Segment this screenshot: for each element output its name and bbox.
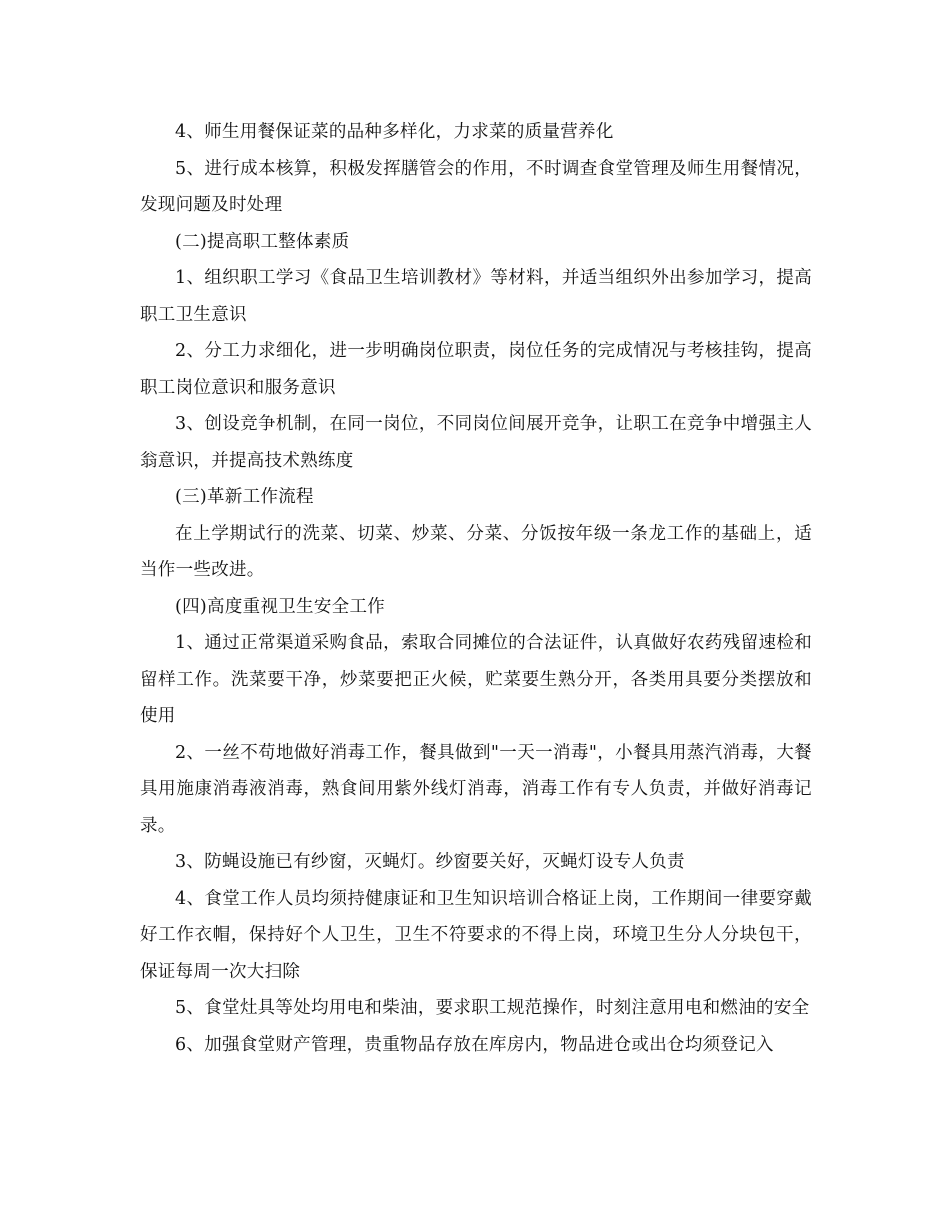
paragraph-item-2-division-of-labor: 2、分工力求细化，进一步明确岗位职责，岗位任务的完成情况与考核挂钩，提高职工岗位意识和服务意识 bbox=[140, 341, 812, 398]
section-heading-hygiene-safety: (四)高度重视卫生安全工作 bbox=[175, 596, 386, 617]
section-heading-workflow: (三)革新工作流程 bbox=[175, 487, 314, 507]
paragraph-item-2-disinfection: 2、一丝不苟地做好消毒工作，餐具做到"一天一消毒"，小餐具用蒸汽消毒，大餐具用施康消毒液消毒，熟食间用紫外线灯消毒，消毒工作有专人负责，并做好消毒记录。 bbox=[140, 742, 812, 836]
paragraph-item-4-variety: 4、师生用餐保证菜的品种多样化，力求菜的质量营养化 bbox=[175, 122, 614, 142]
document-body bbox=[140, 114, 812, 1063]
section-heading-staff-quality: (二)提高职工整体素质 bbox=[175, 231, 350, 252]
paragraph-item-1-training: 1、组织职工学习《食品卫生培训教材》等材料，并适当组织外出参加学习，提高职工卫生意识 bbox=[140, 268, 812, 325]
paragraph-item-1-procurement: 1、通过正常渠道采购食品，索取合同摊位的合法证件，认真做好农药残留速检和留样工作。洗菜要干净，炒菜要把正火候，贮菜要生熟分开，各类用具要分类摆放和使用 bbox=[140, 633, 812, 726]
paragraph-item-5-cost-accounting: 5、进行成本核算，积极发挥膳管会的作用，不时调查食堂管理及师生用餐情况，发现问题及时处理 bbox=[140, 158, 812, 215]
paragraph-item-3-fly-control: 3、防蝇设施已有纱窗，灭蝇灯。纱窗要关好，灭蝇灯设专人负责 bbox=[175, 852, 685, 872]
paragraph-workflow-improvement: 在上学期试行的洗菜、切菜、炒菜、分菜、分饭按年级一条龙工作的基础上，适当作一些改进。 bbox=[140, 523, 812, 580]
paragraph-item-3-competition: 3、创设竞争机制，在同一岗位，不同岗位间展开竞争，让职工在竞争中增强主人翁意识，并提高技术熟练度 bbox=[140, 414, 812, 471]
paragraph-item-4-staff-hygiene: 4、食堂工作人员均须持健康证和卫生知识培训合格证上岗，工作期间一律要穿戴好工作衣帽，保持好个人卫生，卫生不符要求的不得上岗，环境卫生分人分块包干，保证每周一次大扫除 bbox=[140, 888, 812, 982]
paragraph-item-6-property-management: 6、加强食堂财产管理，贵重物品存放在库房内，物品进仓或出仓均须登记入 bbox=[175, 1034, 774, 1055]
paragraph-item-5-fuel-safety: 5、食堂灶具等处均用电和柴油，要求职工规范操作，时刻注意用电和燃油的安全 bbox=[175, 998, 810, 1018]
